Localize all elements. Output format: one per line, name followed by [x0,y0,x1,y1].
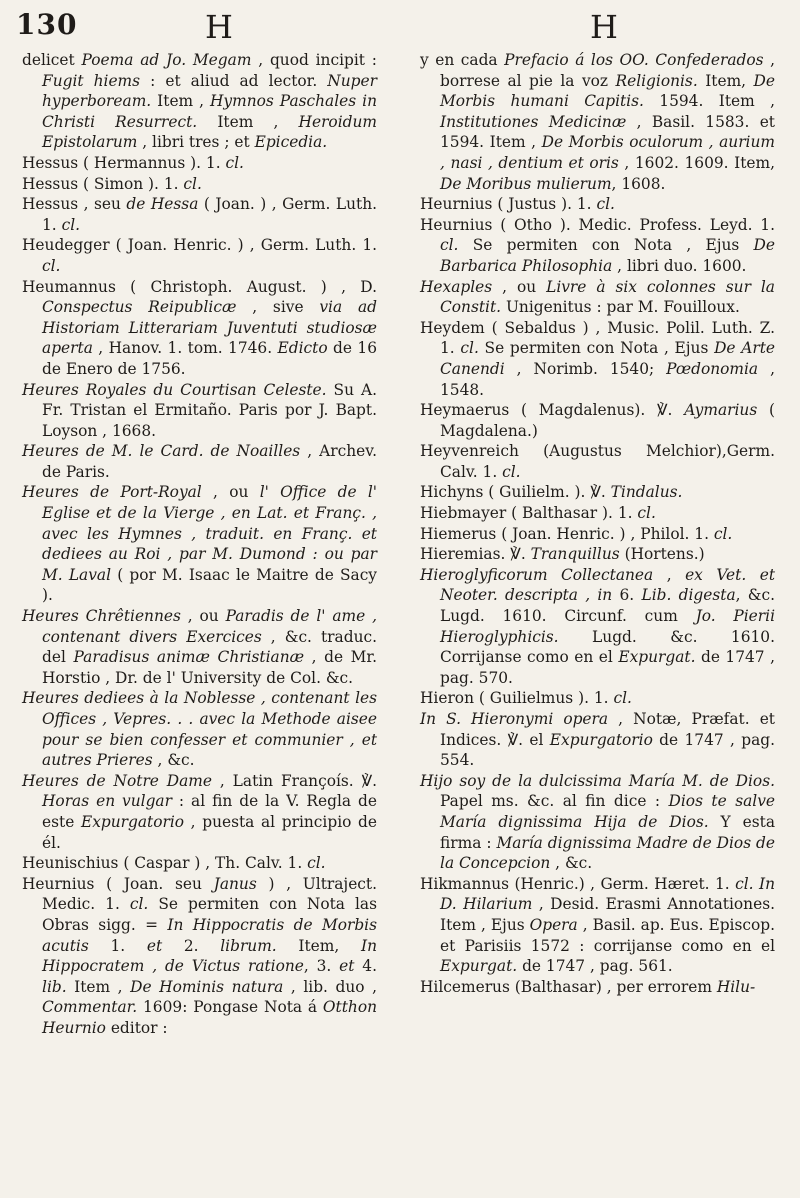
index-entry [420,977,775,998]
index-entry [420,215,775,277]
page-header [0,8,800,48]
entry-text: via ad Historiam Litterariam Juventuti studiosæ aperta [42,298,377,358]
entry-text: De Morbis oculorum , aurium , nasi , dentium et oris [440,133,775,172]
entry-text: Y esta firma : [440,812,775,852]
index-entry [22,277,377,380]
entry-text: Heumannus ( Christoph. August. ) , D. [22,277,377,296]
entry-text: : et aliud ad lector. [140,71,328,90]
entry-text: Hieremias. ℣. [420,545,531,564]
entry-text: Heymaerus ( Magdalenus). ℣. [420,401,685,420]
running-letter-right: H [590,8,618,46]
index-entry [22,153,377,174]
entry-text: cl. [460,339,479,358]
entry-text: Aymarius [684,401,758,420]
entry-text: : al fin de la V. Regla de este [42,792,377,831]
entry-text: , 1548. [440,359,775,399]
entry-text: Paradisus animæ Christianæ [73,648,305,667]
entry-text: ( Magdalena.) [440,401,775,440]
entry-text: Se permiten con Nota , Ejus [458,236,754,255]
entry-text: , libri tres ; et [137,133,255,152]
entry-text: Hiebmayer ( Balthasar ). 1. [420,504,638,523]
entry-text: cl. [440,236,459,255]
index-entry [420,688,775,709]
entry-text: Hijo soy de la dulcissima María M. de Dios. [420,771,775,790]
index-entry [22,874,377,1039]
entry-text: In Hippocratem , de Victus ratione [42,936,377,976]
entry-text: Item , [197,112,299,131]
entry-text: Heures Chrêtiennes [22,607,181,626]
entry-text: Janus [213,874,257,893]
entry-text: ) , Ultraject. Medic. 1. [42,874,377,914]
entry-text: Heures de M. le Card. de Noailles [22,442,301,461]
index-entry [420,565,775,689]
entry-text: Unigenitus : par M. Fouilloux. [501,298,740,317]
index-entry [22,194,377,235]
entry-text: Hiemerus ( Joan. Henric. ) , Philol. 1. [420,524,714,543]
index-entry [420,503,775,524]
entry-text: Otthon Heurnio [42,998,377,1037]
entry-text: Tranquillus [530,545,620,564]
entry-text: , Hanov. 1. tom. 1746. [92,339,278,358]
entry-text: cl. [61,215,81,234]
entry-text: De Morbis humani Capitis. [440,71,775,111]
entry-text: Heures dediees à la Noblesse , contenant les Offices , Vepres. . . avec la Methode aisee pour se bien confesser et communier , et autres Prieres [22,689,377,770]
index-entry [22,380,377,442]
entry-text: 4. [354,957,377,976]
entry-text: Heroidum Epistolarum [42,112,377,152]
entry-text: Item , [151,92,211,111]
entry-text: , ou [492,277,547,296]
entry-text: cl. [596,195,615,214]
entry-text: , ou [201,483,260,502]
entry-text: Hilu- [716,977,756,996]
entry-text: cl. [129,895,149,914]
entry-text: , &c. [550,854,593,873]
entry-text: , de Mr. Horstio , Dr. de l' University de Col. &c. [42,648,377,687]
entry-text: Hieroglyficorum Collectanea [420,565,654,584]
entry-text: Lib. digesta [641,586,736,605]
index-entry [22,235,377,276]
entry-text: Expurgatorio [549,730,653,749]
entry-text: Lugd. &c. 1610. Corrijanse como en el [440,627,775,667]
entry-text: Epicedia. [254,133,328,152]
index-entry [420,400,775,441]
index-entry [420,277,775,318]
entry-text: librum. [220,936,277,955]
entry-text: Item , [66,977,131,996]
index-entry [22,771,377,853]
entry-text: Conspectus Reipublicæ [42,298,237,317]
entry-text: (Hortens.) [619,545,705,564]
index-entry [420,709,775,771]
entry-text: Fugit hiems [42,71,141,90]
entry-text: In Hippocratis de Morbis acutis [42,915,377,955]
entry-text: De Moribus mulierum [440,174,612,193]
entry-text: Religionis. [615,71,698,90]
entry-text: cl. [225,153,244,172]
index-entry [22,853,377,874]
entry-text: Hessus , seu [22,195,127,214]
entry-text: 2. [162,936,221,955]
entry-text: , quod incipit : [251,51,377,69]
entry-text: et [146,936,163,955]
entry-text: , [653,565,686,584]
entry-text: Jo. Pierii Hieroglyphicis. [440,607,775,646]
entry-text: , 1602. 1609. Item, [618,153,775,172]
entry-text: de 1747 , pag. 554. [440,730,775,770]
entry-text: De Hominis natura [130,977,284,996]
entry-text: et [339,957,355,976]
index-entry [22,606,377,688]
entry-text: Hichyns ( Guilielm. ). ℣. [420,483,611,502]
entry-text: Hessus ( Hermannus ). 1. [22,153,226,172]
entry-text: Papel ms. &c. al fin dice : [440,792,669,811]
entry-text: Nuper hyperboream. [42,71,377,111]
entry-text: Prefacio á los OO. Confederados [504,51,764,69]
entry-text: , &c. [152,751,195,770]
index-entry [420,50,775,194]
entry-text: In S. Hieronymi opera [420,710,609,728]
entry-text: de 1747 , pag. 570. [440,648,775,687]
entry-text: De Arte Canendi [440,339,775,378]
entry-text: Se permiten con Nota las Obras sigg. = [42,895,377,934]
entry-text: cl. [735,874,754,893]
entry-text: Heurnius ( Joan. seu [22,874,214,893]
index-entry [22,174,377,195]
index-entry [420,194,775,215]
entry-text: Opera [529,915,578,934]
left-column [22,50,377,1039]
entry-text: cl. [613,689,632,708]
entry-text: Heurnius ( Otho ). Medic. Profess. Leyd. 1. [420,215,775,234]
entry-text: , Desid. Erasmi Annotationes. Item , Ejus [440,895,775,934]
entry-text: Pœdonomia [666,359,759,378]
entry-text: ex Vet. et Neoter. descripta , in [440,565,775,605]
running-letter-left: H [205,8,233,46]
index-entry [22,482,377,606]
entry-text: Heudegger ( Joan. Henric. ) , Germ. Luth. 1. [22,236,377,255]
entry-text: cl. [502,462,521,481]
entry-text: Horas en vulgar [42,792,172,811]
entry-text: , sive [236,298,320,317]
entry-text: cl. [713,524,733,543]
entry-text: Hexaples [420,277,493,296]
entry-text: de Hessa [126,195,199,214]
entry-text: 1. [88,936,147,955]
entry-text: Heures de Notre Dame [22,771,213,790]
entry-text: ( por M. Isaac le Maitre de Sacy ). [42,565,378,605]
entry-text: Dios te salve María dignissima Hija de Dios. [440,792,775,831]
entry-text: , 1608. [611,174,666,193]
entry-text: Heydem ( Sebaldus ) , Music. Polil. Luth. Z. 1. [420,318,775,358]
entry-text: delicet [22,51,82,69]
entry-text: , ou [180,607,226,626]
entry-text: María dignissima Madre de Dios de la Concepcion [440,833,775,873]
entry-text: 6. [612,586,642,605]
entry-text: Expurgatorio [80,812,185,831]
index-entry [22,441,377,482]
entry-text: Heures de Port-Royal [22,483,202,502]
index-entry [420,524,775,545]
entry-text: Hilcemerus (Balthasar) , per errorem [420,977,717,996]
entry-text: Se permiten con Nota , Ejus [478,339,715,358]
entry-text: 1594. Item , [643,92,775,111]
entry-text: , borrese al pie la voz [440,51,775,90]
entry-text: l' Office de l' Eglise et de la Vierge , en Lat. et Franç. , avec les Hymnes , traduit. en Franç. et dediees au Roi , par M. Dumond : ou par M. Laval [42,483,377,584]
entry-text: , Archev. de Paris. [42,442,377,481]
index-entry [420,318,775,400]
index-entry [22,688,377,770]
index-entry [420,874,775,977]
entry-text: Item, [276,936,361,955]
entry-text: Institutiones Medicinæ [440,112,627,131]
entry-text: Hymnos Paschales in Christi Resurrect. [42,92,377,131]
right-column [420,50,775,997]
entry-text: Paradis de l' ame , contenant divers Exercices [42,607,378,646]
entry-text: cl. [637,504,656,523]
entry-text: , &c. traduc. del [42,627,377,667]
entry-text: Expurgat. [618,648,696,667]
index-entry [22,50,377,153]
entry-text: editor : [105,1018,168,1037]
entry-text: , Latin Françoís. ℣. [212,771,377,790]
entry-text: Commentar. [42,998,138,1017]
entry-text: Expurgat. [440,957,518,976]
entry-text: In D. Hilarium [440,874,775,914]
entry-text: Hessus ( Simon ). 1. [22,174,184,193]
entry-text: 1609: Pongase Nota á [137,998,323,1017]
entry-text: Heunischius ( Caspar ) , Th. Calv. 1. [22,854,308,873]
entry-text: Heurnius ( Justus ). 1. [420,195,597,214]
entry-text: , lib. duo , [283,977,377,996]
entry-text: Su A. Fr. Tristan el Ermitaño. Paris por J. Bapt. Loyson , 1668. [42,380,377,440]
index-entry [420,771,775,874]
entry-text: , Basil. 1583. et 1594. Item , [440,112,775,152]
entry-text: Item, [697,71,754,90]
entry-text: Tindalus. [610,483,683,502]
entry-text: , Basil. ap. Eus. Episcop. et Parisiis 1572 : corrijanse como en el [440,915,775,955]
entry-text: y en cada [420,51,505,69]
entry-text: Hikmannus (Henric.) , Germ. Hæret. 1. [420,874,736,893]
entry-text: , puesta al principio de él. [42,812,377,852]
index-entry [420,441,775,482]
entry-text: , &c. Lugd. 1610. Circunf. cum [440,586,776,626]
entry-text: cl. [183,174,202,193]
entry-text: , Norimb. 1540; [504,359,667,378]
page-number: 130 [16,8,78,41]
entry-text: lib. [42,977,67,996]
entry-text: , Notæ, Præfat. et Indices. ℣. el [440,710,775,749]
entry-text: ( Joan. ) , Germ. Luth. 1. [42,195,377,234]
entry-text: De Barbarica Philosophia [440,236,775,275]
entry-text: Hieron ( Guilielmus ). 1. [420,689,614,708]
index-entry [420,544,775,565]
entry-text: cl. [42,256,61,275]
entry-text: Heyvenreich (Augustus Melchior),Germ. Calv. 1. [420,442,775,481]
entry-text: Heures Royales du Courtisan Celeste. [22,380,327,399]
entry-text: Edicto [277,339,328,358]
entry-text: de 1747 , pag. 561. [517,957,673,976]
entry-text: Poema ad Jo. Megam [81,51,252,69]
entry-text: Livre à six colonnes sur la Constit. [440,277,775,317]
entry-text: , 3. [303,957,340,976]
entry-text: , libri duo. 1600. [612,256,747,275]
index-entry [420,482,775,503]
entry-text: de 16 de Enero de 1756. [42,339,377,378]
entry-text: cl. [307,854,326,873]
